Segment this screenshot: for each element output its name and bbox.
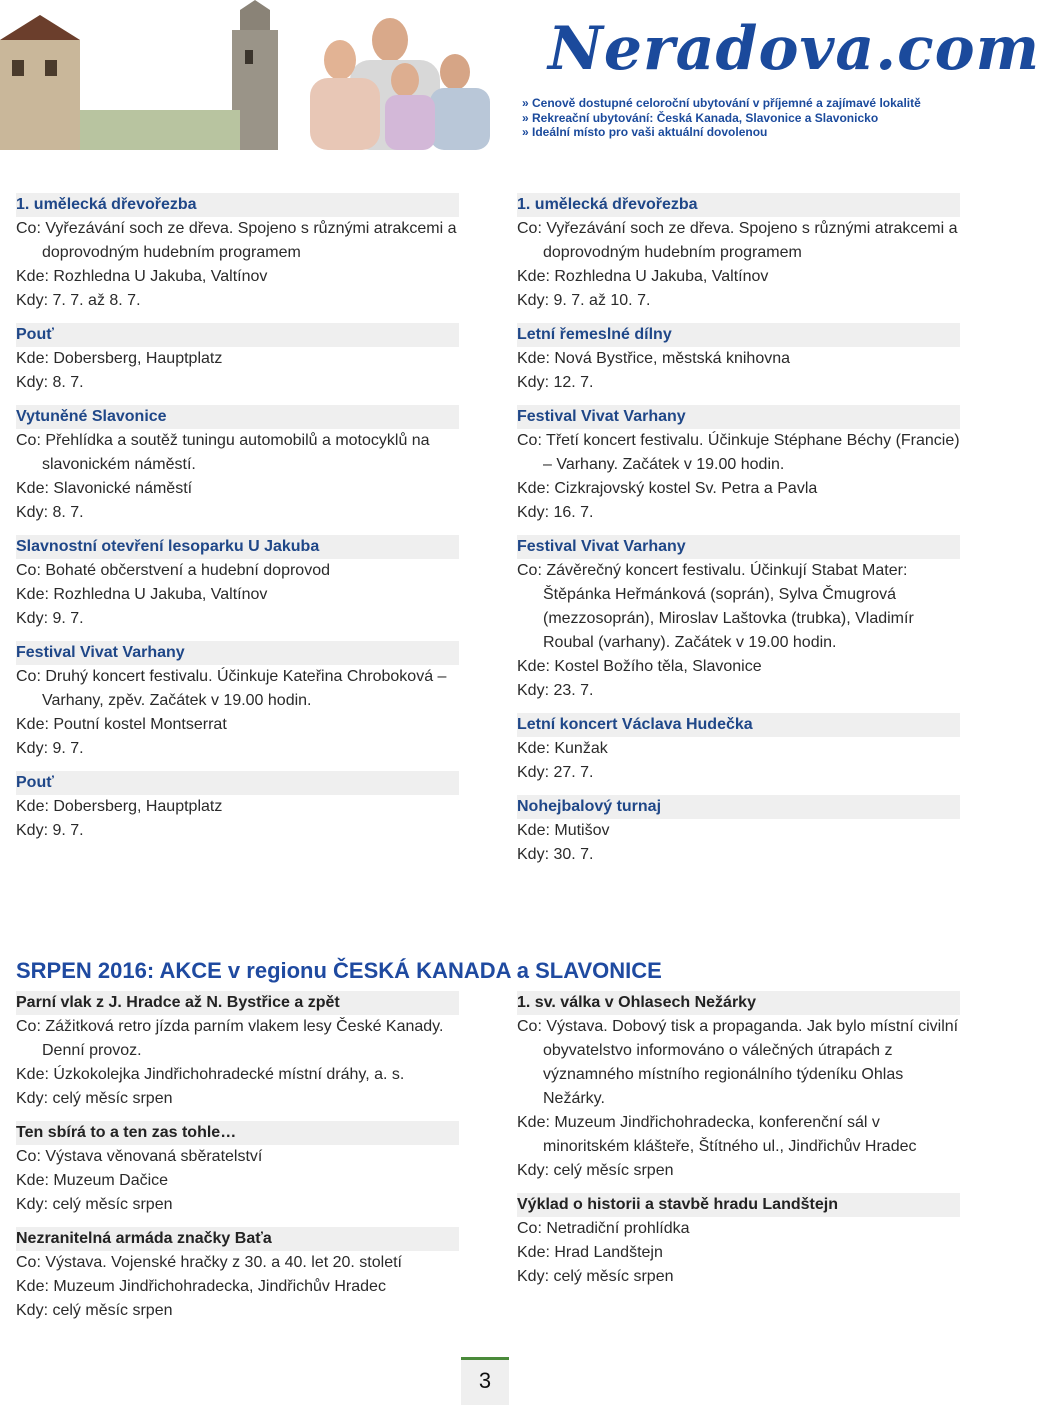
event-title: Slavnostní otevření lesoparku U Jakuba (16, 535, 459, 559)
event-detail: Co: Výstava věnovaná sběratelství (16, 1148, 263, 1165)
page-number: 3 (461, 1357, 509, 1405)
event-detail: Kdy: 16. 7. (517, 504, 594, 521)
event-title: Festival Vivat Varhany (16, 641, 459, 665)
taglines (522, 96, 952, 140)
event-detail: Kdy: 8. 7. (16, 504, 84, 521)
event-item (16, 771, 459, 843)
event-detail: Kde: Rozhledna U Jakuba, Valtínov (16, 586, 268, 603)
event-detail: Kdy: 27. 7. (517, 764, 594, 781)
event-detail: Co: Druhý koncert festivalu. Účinkuje Kateřina Chroboková – Varhany, zpěv. Začátek v 19.00 hodin. (16, 668, 447, 709)
tagline-2: » Rekreační ubytování: Česká Kanada, Slavonice a Slavonicko (522, 110, 879, 125)
event-item (16, 193, 459, 313)
event-item (517, 405, 960, 525)
event-title: Nohejbalový turnaj (517, 795, 960, 819)
event-detail: Kdy: celý měsíc srpen (16, 1196, 173, 1213)
event-detail: Kde: Slavonické náměstí (16, 480, 193, 497)
event-detail: Kde: Cizkrajovský kostel Sv. Petra a Pavla (517, 480, 818, 497)
event-detail: Kde: Hrad Landštejn (517, 1244, 663, 1261)
site-logo: Neradova.com (548, 14, 1040, 84)
event-item (517, 991, 960, 1183)
event-item (16, 1227, 459, 1323)
tagline-1: » Cenově dostupné celoroční ubytování v příjemné a zajímavé lokalitě (522, 96, 921, 110)
event-detail: Kdy: 8. 7. (16, 374, 84, 391)
event-detail: Co: Bohaté občerstvení a hudební doprovod (16, 562, 330, 579)
event-title: 1. umělecká dřevořezba (517, 193, 960, 217)
event-item (16, 323, 459, 395)
event-title: Festival Vivat Varhany (517, 535, 960, 559)
event-detail: Kdy: celý měsíc srpen (517, 1162, 674, 1179)
event-detail: Co: Vyřezávání soch ze dřeva. Spojeno s různými atrakcemi a doprovodným hudebním programem (517, 220, 958, 261)
event-item (16, 991, 459, 1111)
july-left-column (16, 193, 459, 853)
event-title: Letní řemeslné dílny (517, 323, 960, 347)
event-detail: Kde: Dobersberg, Hauptplatz (16, 350, 223, 367)
event-detail: Kde: Mutišov (517, 822, 610, 839)
event-item (517, 713, 960, 785)
event-detail: Kde: Rozhledna U Jakuba, Valtínov (16, 268, 268, 285)
event-detail: Kdy: 12. 7. (517, 374, 594, 391)
event-title: Letní koncert Václava Hudečka (517, 713, 960, 737)
event-title: Vytuněné Slavonice (16, 405, 459, 429)
event-item (16, 535, 459, 631)
event-detail: Kde: Rozhledna U Jakuba, Valtínov (517, 268, 769, 285)
event-title: Nezranitelná armáda značky Baťa (16, 1227, 459, 1251)
event-detail: Co: Výstava. Dobový tisk a propaganda. Jak bylo místní civilní obyvatelstvo informováno o válečných útrapách z významného místního regionálního týdeníku Ohlas Nežárky. (517, 1018, 959, 1107)
event-detail: Kdy: celý měsíc srpen (517, 1268, 674, 1285)
header-photo (0, 0, 510, 150)
event-title: Ten sbírá to a ten zas tohle… (16, 1121, 459, 1145)
event-detail: Kdy: celý měsíc srpen (16, 1090, 173, 1107)
event-detail: Kdy: 9. 7. (16, 822, 84, 839)
event-detail: Kde: Muzeum Jindřichohradecka, Jindřichův Hradec (16, 1278, 386, 1295)
event-detail: Co: Přehlídka a soutěž tuningu automobilů a motocyklů na slavonickém náměstí. (16, 432, 430, 473)
event-detail: Kdy: celý měsíc srpen (16, 1302, 173, 1319)
event-detail: Co: Netradiční prohlídka (517, 1220, 690, 1237)
event-detail: Kde: Kunžak (517, 740, 608, 757)
header (0, 0, 1040, 150)
event-detail: Kdy: 7. 7. až 8. 7. (16, 292, 141, 309)
event-detail: Kde: Kostel Božího těla, Slavonice (517, 658, 762, 675)
event-detail: Kdy: 9. 7. (16, 740, 84, 757)
event-detail: Kdy: 23. 7. (517, 682, 594, 699)
event-item (517, 795, 960, 867)
event-item (517, 535, 960, 703)
july-right-column (517, 193, 960, 877)
event-detail: Co: Zážitková retro jízda parním vlakem lesy České Kanady. Denní provoz. (16, 1018, 444, 1059)
event-title: 1. sv. válka v Ohlasech Nežárky (517, 991, 960, 1015)
event-title: Parní vlak z J. Hradce až N. Bystřice a zpět (16, 991, 459, 1015)
event-title: Festival Vivat Varhany (517, 405, 960, 429)
event-item (517, 193, 960, 313)
event-detail: Co: Třetí koncert festivalu. Účinkuje Stéphane Béchy (Francie) – Varhany. Začátek v 19.00 hodin. (517, 432, 960, 473)
event-title: Pouť (16, 771, 459, 795)
event-detail: Co: Výstava. Vojenské hračky z 30. a 40. let 20. století (16, 1254, 402, 1271)
event-detail: Kde: Muzeum Dačice (16, 1172, 169, 1189)
event-item (517, 323, 960, 395)
event-detail: Co: Vyřezávání soch ze dřeva. Spojeno s různými atrakcemi a doprovodným hudebním programem (16, 220, 457, 261)
event-detail: Kde: Poutní kostel Montserrat (16, 716, 227, 733)
event-detail: Kde: Nová Bystřice, městská knihovna (517, 350, 791, 367)
event-detail: Kdy: 30. 7. (517, 846, 594, 863)
event-detail: Kde: Dobersberg, Hauptplatz (16, 798, 223, 815)
event-item (16, 641, 459, 761)
event-item (517, 1193, 960, 1289)
event-detail: Co: Závěrečný koncert festivalu. Účinkují Stabat Mater: Štěpánka Heřmánková (soprán), Sylva Čmugrová (mezzosoprán), Miroslav Laštovka (trubka), Vladimír Roubal (varhany). Začátek v 19.00 hodin. (517, 562, 914, 651)
august-left-column (16, 991, 459, 1333)
event-detail: Kde: Úzkokolejka Jindřichohradecké místní dráhy, a. s. (16, 1066, 405, 1083)
event-title: 1. umělecká dřevořezba (16, 193, 459, 217)
event-title: Výklad o historii a stavbě hradu Landštejn (517, 1193, 960, 1217)
event-title: Pouť (16, 323, 459, 347)
event-item (16, 1121, 459, 1217)
event-detail: Kdy: 9. 7. až 10. 7. (517, 292, 651, 309)
section-title: SRPEN 2016: AKCE v regionu ČESKÁ KANADA a SLAVONICE (16, 958, 662, 983)
event-item (16, 405, 459, 525)
tagline-3: » Ideální místo pro vaši aktuální dovolenou (522, 125, 768, 139)
august-right-column (517, 991, 960, 1299)
event-detail: Kdy: 9. 7. (16, 610, 84, 627)
event-detail: Kde: Muzeum Jindřichohradecka, konferenční sál v minoritském klášteře, Štítného ul., Jindřichův Hradec (517, 1114, 917, 1155)
